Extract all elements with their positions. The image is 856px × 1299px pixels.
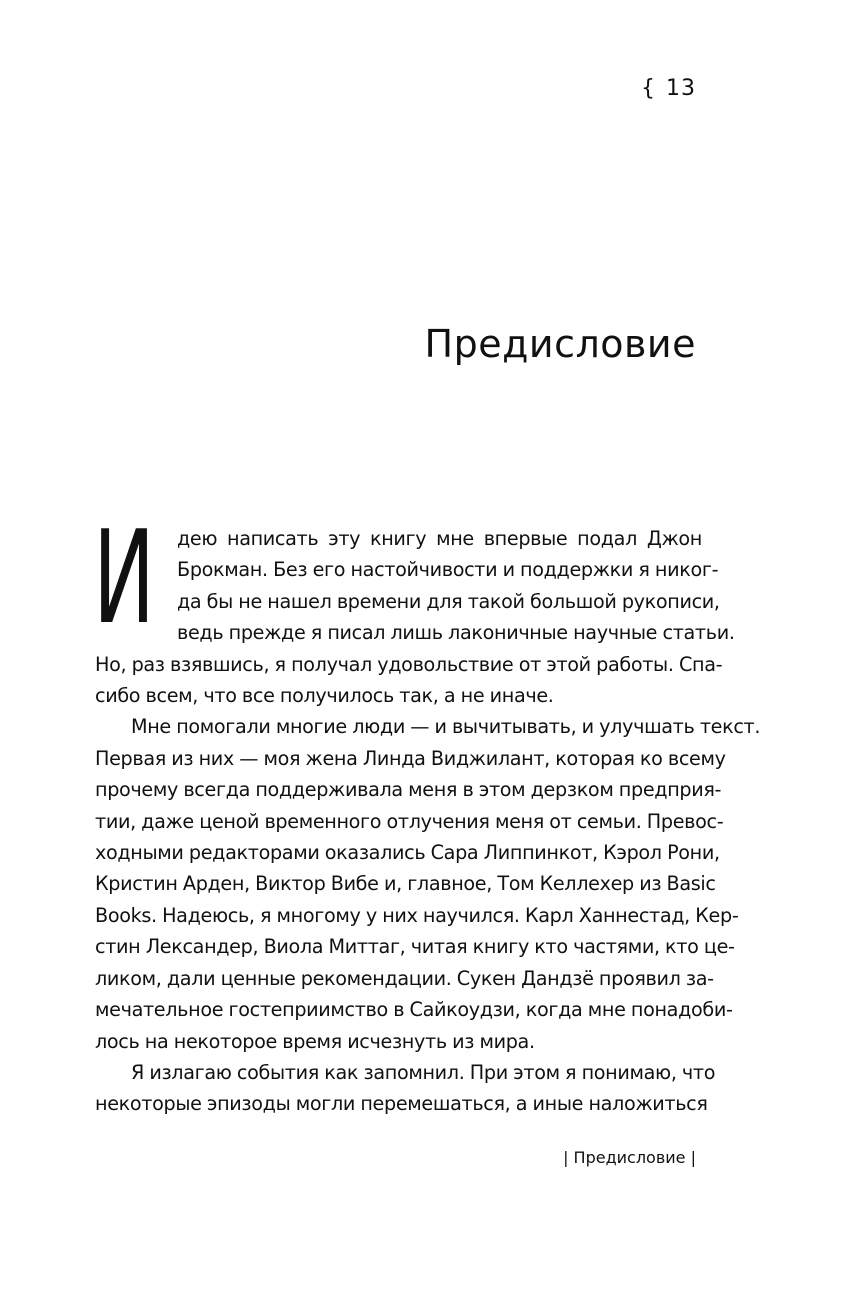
body-text [95,523,761,1120]
text-line: да бы не нашел времени для такой большой рукописи, [177,589,720,613]
text-line: сибо всем, что все получилось так, а не иначе. [95,684,554,708]
text-line: Брокман. Без его настойчивости и поддержки я никог- [177,558,719,582]
page-number-brace: { [641,76,656,101]
text-line: Первая из них — моя жена Линда Виджилант, которая ко всему [95,746,726,770]
text-line: прочему всегда поддерживала меня в этом дерзком предприя- [95,778,722,802]
text-line: лось на некоторое время исчезнуть из мира. [95,1029,535,1053]
text-line: стин Лександер, Виола Миттаг, читая книгу кто частями, кто це- [95,935,735,959]
text-line: ведь прежде я писал лишь лаконичные научные статьи. [177,621,735,645]
text-line: ходными редакторами оказались Сара Липпинкот, Кэрол Рони, [95,841,720,865]
text-line: Но, раз взявшись, я получал удовольствие от этой работы. Спа- [95,652,723,676]
paragraph-1 [95,523,735,711]
page-number [641,76,696,102]
text-line: Books. Надеюсь, я многому у них научился. Карл Ханнестад, Кер- [95,903,739,927]
paragraph-3 [95,1057,716,1120]
text-line: Кристин Арден, Виктор Вибе и, главное, Том Келлехер из Basic [95,872,716,896]
chapter-title: Предисловие [424,322,696,366]
drop-cap: И [93,504,156,653]
text-line: тии, даже ценой временного отлучения меня от семьи. Превос- [95,809,724,833]
text-line: Я излагаю события как запомнил. При этом я понимаю, что [131,1060,716,1084]
page-number-value: 13 [666,76,696,101]
text-line: дею написать эту книгу мне впервые подал Джон [177,527,702,550]
paragraph-2 [95,711,761,1056]
running-footer: | Предисловие | [563,1148,696,1167]
text-line: Мне помогали многие люди — и вычитывать, и улучшать текст. [131,715,761,739]
text-line: ликом, дали ценные рекомендации. Сукен Дандзё проявил за- [95,966,714,990]
text-line: мечательное гостеприимство в Сайкоудзи, когда мне понадоби- [95,998,733,1022]
text-line: некоторые эпизоды могли перемешаться, а иные наложиться [95,1092,708,1116]
